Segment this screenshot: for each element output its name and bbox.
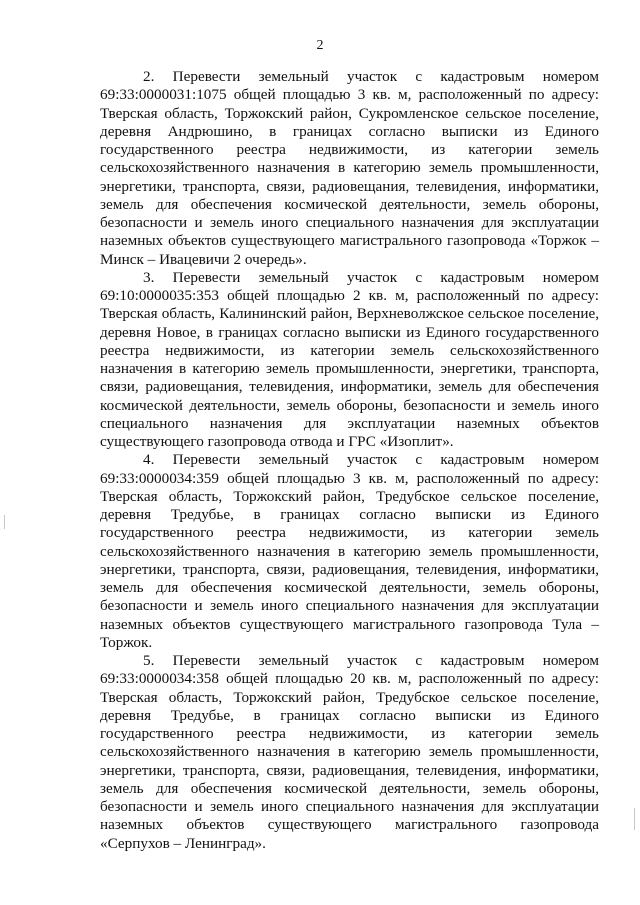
paragraph-line: связи, радиовещания, телевидения, информатики, земель для обеспечения [100, 378, 599, 396]
paragraph-line: безопасности и земель иного специального назначения для эксплуатации [100, 214, 599, 231]
paragraph-item-4 [100, 451, 599, 652]
paragraph-item-2 [100, 68, 599, 269]
paragraph-line: назначения в категорию земель промышленности, энергетики, транспорта, [100, 360, 599, 377]
paragraph-line: государственного реестра недвижимости, из категории земель [100, 725, 599, 742]
paragraph-line: Тверская область, Торжокский район, Тредубское сельское поселение, [100, 487, 599, 505]
paragraph-item-5 [100, 652, 599, 853]
paragraph-line: 3. Перевести земельный участок с кадастровым номером [143, 268, 599, 286]
paragraph-line: деревня Андрюшино, в границах согласно выписки из Единого [100, 122, 599, 140]
paragraph-line: деревня Новое, в границах согласно выписки из Единого государственного [100, 323, 599, 341]
paragraph-line: земель для обеспечения космической деятельности, земель обороны, [100, 579, 599, 596]
paragraph-line: государственного реестра недвижимости, из категории земель [100, 524, 599, 542]
paragraph-line: 69:33:0000034:358 общей площадью 20 кв. м, расположенный по адресу: [100, 670, 599, 688]
paragraph-line: 5. Перевести земельный участок с кадастровым номером [143, 652, 599, 669]
paragraph-line: деревня Тредубье, в границах согласно выписки из Единого [100, 506, 599, 523]
scan-artifact-right [634, 808, 635, 830]
page-number: 2 [316, 38, 324, 53]
paragraph-line: 4. Перевести земельный участок с кадастровым номером [143, 451, 599, 469]
paragraph-line: деревня Тредубье, в границах согласно выписки из Единого [100, 706, 599, 724]
paragraph-line: Минск – Ивацевичи 2 очередь». [100, 250, 307, 268]
paragraph-line: Тверская область, Калининский район, Верхневолжское сельское поселение, [100, 305, 599, 323]
paragraph-line: земель для обеспечения космической деятельности, земель обороны, [100, 195, 599, 213]
paragraph-line: Тверская область, Торжокский район, Тредубское сельское поселение, [100, 688, 599, 706]
paragraph-line: наземных объектов существующего магистрального газопровода [100, 816, 599, 834]
paragraph-line: существующего газопровода отвода и ГРС «Изоплит». [100, 433, 454, 450]
paragraph-line: энергетики, транспорта, связи, радиовещания, телевидения, информатики, [100, 560, 599, 578]
paragraph-line: 69:33:0000034:359 общей площадью 3 кв. м, расположенный по адресу: [100, 469, 599, 487]
paragraph-line: «Серпухов – Ленинград». [100, 834, 266, 852]
paragraph-line: 2. Перевести земельный участок с кадастровым номером [143, 68, 599, 85]
paragraph-line: безопасности и земель иного специального назначения для эксплуатации [100, 798, 599, 815]
document-body [100, 68, 599, 853]
paragraph-line: безопасности и земель иного специального назначения для эксплуатации [100, 597, 599, 615]
paragraph-line: 69:10:0000035:353 общей площадью 2 кв. м, расположенный по адресу: [100, 287, 599, 304]
paragraph-line: Торжок. [100, 633, 153, 651]
paragraph-line: реестра недвижимости, из категории земель сельскохозяйственного [100, 341, 599, 359]
paragraph-line: Тверская область, Торжокский район, Сукромленское сельское поселение, [100, 104, 599, 122]
scan-artifact-left [4, 515, 5, 529]
paragraph-line: космической деятельности, земель обороны, безопасности и земель иного [100, 396, 599, 414]
paragraph-item-3 [100, 269, 599, 452]
paragraph-line: государственного реестра недвижимости, из категории земель [100, 141, 599, 158]
paragraph-line: энергетики, транспорта, связи, радиовещания, телевидения, информатики, [100, 761, 599, 779]
paragraph-line: энергетики, транспорта, связи, радиовещания, телевидения, информатики, [100, 177, 599, 195]
paragraph-line: наземных объектов существующего магистрального газопровода Тула – [100, 615, 599, 633]
paragraph-line: сельскохозяйственного назначения в категорию земель промышленности, [100, 743, 599, 761]
paragraph-line: 69:33:0000031:1075 общей площадью 3 кв. м, расположенный по адресу: [100, 86, 599, 104]
paragraph-line: наземных объектов существующего магистрального газопровода «Торжок – [100, 232, 599, 250]
paragraph-line: специального назначения для эксплуатации наземных объектов [100, 414, 599, 432]
paragraph-line: сельскохозяйственного назначения в категорию земель промышленности, [100, 542, 599, 560]
paragraph-line: земель для обеспечения космической деятельности, земель обороны, [100, 779, 599, 797]
paragraph-line: сельскохозяйственного назначения в категорию земель промышленности, [100, 159, 599, 177]
